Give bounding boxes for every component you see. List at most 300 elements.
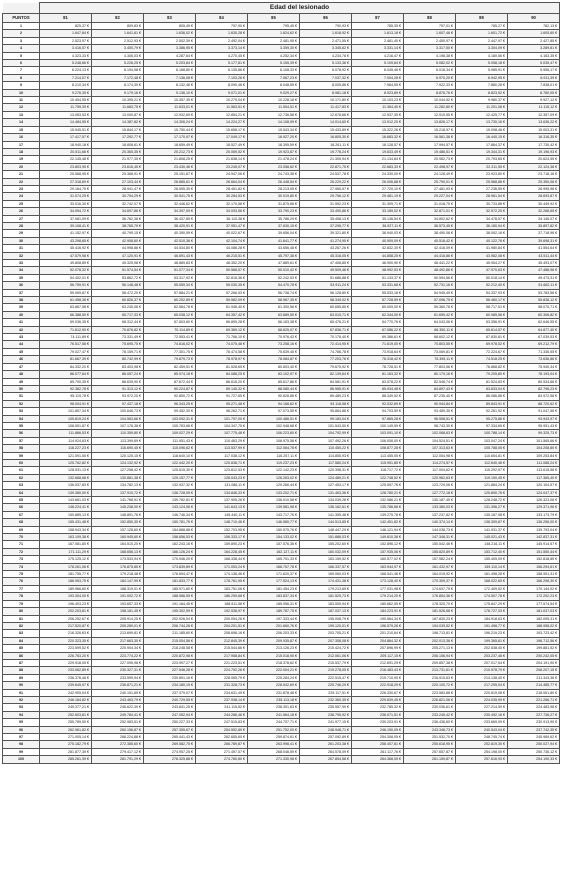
- table-row: [3, 711, 560, 718]
- table-row: [3, 637, 560, 644]
- points-cell: 55: [3, 422, 40, 429]
- points-cell: 82: [3, 622, 40, 629]
- amount-cell: 69.036,35 €: [40, 319, 92, 326]
- amount-cell: 26.229,22 €: [300, 178, 352, 185]
- amount-cell: 180.662,55 €: [352, 600, 404, 607]
- amount-cell: 261.159,87 €: [404, 756, 456, 763]
- amount-cell: 23.803,95 €: [40, 163, 92, 170]
- amount-cell: 175.125,12 €: [40, 556, 92, 563]
- points-cell: 69: [3, 526, 40, 533]
- amount-cell: 206.203,33 €: [248, 630, 300, 637]
- amount-cell: 129.157,77 €: [144, 474, 196, 481]
- table-row: [3, 252, 560, 259]
- table-row: [3, 289, 560, 296]
- amount-cell: 71.766,10 €: [196, 334, 248, 341]
- amount-cell: 19.923,87 €: [248, 148, 300, 155]
- amount-cell: 72.553,41 €: [144, 334, 196, 341]
- amount-cell: 177.574,54 €: [508, 600, 560, 607]
- table-row: [3, 185, 560, 192]
- amount-cell: 36.180,94 €: [456, 222, 508, 229]
- points-cell: 27: [3, 215, 40, 222]
- amount-cell: 84.972,58 €: [508, 393, 560, 400]
- points-cell: 68: [3, 519, 40, 526]
- amount-cell: 145.238,00 €: [92, 504, 144, 511]
- amount-cell: 52.212,40 €: [456, 282, 508, 289]
- amount-cell: 65.038,12 €: [144, 311, 196, 318]
- points-cell: 80: [3, 608, 40, 615]
- amount-cell: 206.744,26 €: [144, 622, 196, 629]
- amount-cell: 6.016,34 €: [404, 67, 456, 74]
- amount-cell: 32.572,25 €: [456, 208, 508, 215]
- amount-cell: 26.006,88 €: [352, 178, 404, 185]
- amount-cell: 61.659,42 €: [404, 311, 456, 318]
- amount-cell: 181.833,77 €: [144, 578, 196, 585]
- amount-cell: 202.926,04 €: [144, 615, 196, 622]
- amount-cell: 52.242,53 €: [248, 274, 300, 281]
- amount-cell: 125.597,76 €: [352, 482, 404, 489]
- amount-cell: 185.971,60 €: [144, 585, 196, 592]
- table-row: [3, 734, 560, 741]
- amount-cell: 189.966,60 €: [40, 585, 92, 592]
- points-cell: 91: [3, 689, 40, 696]
- amount-cell: 67.830,81 €: [456, 334, 508, 341]
- amount-cell: 44.416,86 €: [404, 252, 456, 259]
- points-cell: 32: [3, 252, 40, 259]
- amount-cell: 155.820,89 €: [404, 548, 456, 555]
- amount-cell: 90.628,86 €: [248, 393, 300, 400]
- points-cell: 30: [3, 237, 40, 244]
- amount-cell: 19.778,24 €: [300, 148, 352, 155]
- points-cell: 72: [3, 548, 40, 555]
- amount-cell: 4.323,33 €: [40, 52, 92, 59]
- amount-cell: 9.276,35 €: [40, 89, 92, 96]
- table-row: [3, 348, 560, 355]
- amount-cell: 36.110,38 €: [196, 215, 248, 222]
- amount-cell: 67.603,60 €: [144, 319, 196, 326]
- amount-cell: 8.823,52 €: [456, 89, 508, 96]
- amount-cell: 41.274,95 €: [300, 237, 352, 244]
- amount-cell: 120.104,57 €: [508, 482, 560, 489]
- age-column-header: 84: [196, 14, 248, 23]
- amount-cell: 181.755,77 €: [40, 571, 92, 578]
- amount-cell: 239.203,91 €: [352, 719, 404, 726]
- points-cell: 12: [3, 104, 40, 111]
- table-row: [3, 274, 560, 281]
- amount-cell: 88.639,90 €: [92, 378, 144, 385]
- amount-cell: 134.039,28 €: [300, 497, 352, 504]
- amount-cell: 36.437,89 €: [144, 215, 196, 222]
- points-cell: 2: [3, 30, 40, 37]
- amount-cell: 20.962,73 €: [404, 156, 456, 163]
- amount-cell: 107.492,26 €: [300, 437, 352, 444]
- amount-cell: 106.008,00 €: [352, 437, 404, 444]
- amount-cell: 46.691,43 €: [144, 252, 196, 259]
- points-cell: 83: [3, 630, 40, 637]
- amount-cell: 258.407,81 €: [352, 741, 404, 748]
- amount-cell: 68.625,07 €: [248, 326, 300, 333]
- amount-cell: 80.179,16 €: [404, 371, 456, 378]
- amount-cell: 17.864,37 €: [456, 141, 508, 148]
- amount-cell: 40.518,42 €: [404, 237, 456, 244]
- amount-cell: 93.972,20 €: [92, 393, 144, 400]
- amount-cell: 108.975,58 €: [248, 437, 300, 444]
- amount-cell: 196.579,26 €: [352, 622, 404, 629]
- amount-cell: 178.727,33 €: [456, 608, 508, 615]
- table-row: [3, 171, 560, 178]
- amount-cell: 259.874,61 €: [248, 734, 300, 741]
- amount-cell: 86.057,24 €: [92, 371, 144, 378]
- amount-cell: 143.661,03 €: [40, 497, 92, 504]
- amount-cell: 164.015,92 €: [404, 571, 456, 578]
- amount-cell: 157.576,36 €: [248, 541, 300, 548]
- points-cell: 62: [3, 474, 40, 481]
- amount-cell: 243.348,73 €: [404, 726, 456, 733]
- amount-cell: 1.618,92 €: [300, 30, 352, 37]
- amount-cell: 60.655,85 €: [300, 304, 352, 311]
- points-cell: 60: [3, 459, 40, 466]
- amount-cell: 75.940,34 €: [508, 363, 560, 370]
- amount-cell: 227.095,96 €: [92, 659, 144, 666]
- amount-cell: 241.564,18 €: [248, 711, 300, 718]
- amount-cell: 243.841,25 €: [144, 704, 196, 711]
- amount-cell: 88.720,62 €: [508, 400, 560, 407]
- table-row: [3, 556, 560, 563]
- amount-cell: 8.048,55 €: [248, 82, 300, 89]
- amount-cell: 48.492,86 €: [404, 267, 456, 274]
- amount-cell: 266.789,87 €: [196, 741, 248, 748]
- table-row: [3, 326, 560, 333]
- amount-cell: 52.078,32 €: [40, 267, 92, 274]
- points-cell: 44: [3, 341, 40, 348]
- amount-cell: 133.380,03 €: [404, 504, 456, 511]
- amount-cell: 153.712,40 €: [456, 548, 508, 555]
- amount-cell: 13.912,20 €: [352, 119, 404, 126]
- amount-cell: 105.819,24 €: [40, 415, 92, 422]
- amount-cell: 11.633,01 €: [144, 104, 196, 111]
- amount-cell: 9.071,01 €: [196, 89, 248, 96]
- amount-cell: 111.088,24 €: [508, 459, 560, 466]
- amount-cell: 149.610,38 €: [352, 534, 404, 541]
- table-row: [3, 474, 560, 481]
- amount-cell: 239.645,97 €: [40, 682, 92, 689]
- amount-cell: 124.047,37 €: [508, 489, 560, 496]
- amount-cell: 23.430,46 €: [144, 163, 196, 170]
- amount-cell: 203.237,48 €: [456, 652, 508, 659]
- amount-cell: 7.964,55 €: [352, 82, 404, 89]
- amount-cell: 60.306,82 €: [508, 311, 560, 318]
- amount-cell: 10.454,55 €: [40, 97, 92, 104]
- amount-cell: 95.271,48 €: [196, 400, 248, 407]
- table-row: [3, 608, 560, 615]
- amount-cell: 113.615,58 €: [508, 467, 560, 474]
- amount-cell: 42.908,60 €: [92, 237, 144, 244]
- amount-cell: 16.805,30 €: [300, 134, 352, 141]
- points-cell: 9: [3, 82, 40, 89]
- amount-cell: 59.582,09 €: [196, 297, 248, 304]
- amount-cell: 21.478,24 €: [248, 156, 300, 163]
- amount-cell: 141.931,37 €: [456, 526, 508, 533]
- amount-cell: 144.038,73 €: [404, 526, 456, 533]
- amount-cell: 207.308,08 €: [300, 637, 352, 644]
- amount-cell: 129.266,44 €: [248, 482, 300, 489]
- amount-cell: 805,49 €: [144, 23, 196, 30]
- amount-cell: 81.528,65 €: [196, 363, 248, 370]
- amount-cell: 222.515,47 €: [300, 674, 352, 681]
- amount-cell: 3.373,14 €: [196, 45, 248, 52]
- amount-cell: 240.543,04 €: [456, 726, 508, 733]
- amount-cell: 51.574,54 €: [92, 267, 144, 274]
- amount-cell: 124.132,92 €: [92, 459, 144, 466]
- amount-cell: 40.022,67 €: [196, 230, 248, 237]
- amount-cell: 246.150,05 €: [352, 726, 404, 733]
- amount-cell: 28.213,05 €: [248, 185, 300, 192]
- amount-cell: 56.128,80 €: [300, 289, 352, 296]
- amount-cell: 262.961,82 €: [40, 726, 92, 733]
- amount-cell: 211.343,36 €: [508, 674, 560, 681]
- amount-cell: 152.896,12 €: [352, 541, 404, 548]
- points-cell: 52: [3, 400, 40, 407]
- amount-cell: 78.978,97 €: [196, 356, 248, 363]
- amount-cell: 233.599,94 €: [92, 674, 144, 681]
- amount-cell: 61.300,56 €: [248, 304, 300, 311]
- amount-cell: 262.655,60 €: [196, 734, 248, 741]
- amount-cell: 97.865,28 €: [352, 415, 404, 422]
- amount-cell: 73.069,81 €: [404, 348, 456, 355]
- amount-cell: 9.136,10 €: [144, 89, 196, 96]
- amount-cell: 72.414,95 €: [300, 341, 352, 348]
- amount-cell: 127.772,18 €: [404, 489, 456, 496]
- table-row: [3, 334, 560, 341]
- amount-cell: 188.958,02 €: [508, 622, 560, 629]
- amount-cell: 30.284,53 €: [196, 193, 248, 200]
- amount-cell: 240.151,69 €: [92, 689, 144, 696]
- amount-cell: 2.512,93 €: [92, 37, 144, 44]
- amount-cell: 174.431,38 €: [300, 578, 352, 585]
- amount-cell: 785,35 €: [352, 23, 404, 30]
- points-cell: 39: [3, 304, 40, 311]
- amount-cell: 25.568,95 €: [40, 171, 92, 178]
- amount-cell: 54.470,78 €: [248, 282, 300, 289]
- amount-cell: 268.224,88 €: [92, 734, 144, 741]
- amount-cell: 151.550,44 €: [508, 548, 560, 555]
- amount-cell: 236.436,60 €: [404, 719, 456, 726]
- amount-cell: 15.098,46 €: [456, 126, 508, 133]
- amount-cell: 188.319,01 €: [92, 585, 144, 592]
- amount-cell: 123.729,06 €: [404, 482, 456, 489]
- amount-cell: 4.270,45 €: [196, 52, 248, 59]
- amount-cell: 41.641,77 €: [248, 237, 300, 244]
- amount-cell: 145.440,11 €: [196, 511, 248, 518]
- points-cell: 20: [3, 163, 40, 170]
- amount-cell: 45.416,92 €: [40, 245, 92, 252]
- amount-cell: 27.236,55 €: [456, 185, 508, 192]
- amount-cell: 24.947,06 €: [196, 171, 248, 178]
- table-row: [3, 756, 560, 763]
- amount-cell: 160.945,60 €: [92, 534, 144, 541]
- amount-cell: 797,01 €: [404, 23, 456, 30]
- amount-cell: 17.417,57 €: [40, 134, 92, 141]
- amount-cell: 209.857,38 €: [404, 659, 456, 666]
- amount-cell: 199.120,01 €: [300, 622, 352, 629]
- amount-cell: 76.318,42 €: [352, 356, 404, 363]
- amount-cell: 248.745,74 €: [456, 734, 508, 741]
- amount-cell: 257.092,89 €: [300, 734, 352, 741]
- amount-cell: 78.159,71 €: [92, 348, 144, 355]
- amount-cell: 206.252,67 €: [40, 615, 92, 622]
- table-row: [3, 37, 560, 44]
- amount-cell: 159.110,14 €: [456, 563, 508, 570]
- amount-cell: 141.643,13 €: [196, 504, 248, 511]
- amount-cell: 196.403,23 €: [40, 600, 92, 607]
- column-header-row: [3, 14, 560, 23]
- table-row: [3, 111, 560, 118]
- amount-cell: 13.063,53 €: [40, 111, 92, 118]
- amount-cell: 118.227,23 €: [40, 445, 92, 452]
- amount-cell: 18.527,49 €: [196, 141, 248, 148]
- amount-cell: 154.133,02 €: [248, 534, 300, 541]
- amount-cell: 132.086,21 €: [352, 497, 404, 504]
- table-row: [3, 260, 560, 267]
- amount-cell: 75.695,75 €: [92, 341, 144, 348]
- amount-cell: 1.641,61 €: [92, 30, 144, 37]
- amount-cell: 6.224,13 €: [40, 67, 92, 74]
- amount-cell: 148.710,46 €: [196, 519, 248, 526]
- amount-cell: 22.498,97 €: [404, 163, 456, 170]
- amount-cell: 154.888,88 €: [144, 526, 196, 533]
- points-cell: 64: [3, 489, 40, 496]
- amount-cell: 107.775,48 €: [196, 430, 248, 437]
- amount-cell: 110.359,80 €: [92, 430, 144, 437]
- amount-cell: 49.808,89 €: [40, 260, 92, 267]
- amount-cell: 103.092,31 €: [144, 415, 196, 422]
- amount-cell: 11.364,40 €: [352, 104, 404, 111]
- amount-cell: 264.368,05 €: [352, 756, 404, 763]
- amount-cell: 12.357,09 €: [508, 111, 560, 118]
- amount-cell: 254.190,33 €: [508, 756, 560, 763]
- points-cell: 58: [3, 445, 40, 452]
- amount-cell: 236.871,21 €: [92, 682, 144, 689]
- amount-cell: 3.386,95 €: [144, 45, 196, 52]
- amount-cell: 3.289,81 €: [508, 45, 560, 52]
- amount-cell: 21.977,35 €: [92, 156, 144, 163]
- amount-cell: 238.301,63 €: [248, 704, 300, 711]
- amount-cell: 5.133,36 €: [300, 60, 352, 67]
- table-row: [3, 534, 560, 541]
- amount-cell: 25.568,86 €: [456, 178, 508, 185]
- amount-cell: 53.783,58 €: [508, 289, 560, 296]
- points-cell: 85: [3, 645, 40, 652]
- table-row: [3, 297, 560, 304]
- amount-cell: 144.513,85 €: [300, 519, 352, 526]
- amount-cell: 179.214,20 €: [352, 593, 404, 600]
- amount-cell: 231.878,46 €: [248, 689, 300, 696]
- age-column-header: 90: [508, 14, 560, 23]
- points-cell: 59: [3, 452, 40, 459]
- amount-cell: 35.786,29 €: [248, 215, 300, 222]
- amount-cell: 25.790,01 €: [404, 178, 456, 185]
- amount-cell: 30.019,80 €: [248, 193, 300, 200]
- amount-cell: 95.275,86 €: [456, 415, 508, 422]
- amount-cell: 183.751,06 €: [196, 585, 248, 592]
- table-row: [3, 704, 560, 711]
- amount-cell: 131.463,36 €: [300, 489, 352, 496]
- amount-cell: 139.275,78 €: [352, 511, 404, 518]
- amount-cell: 174.507,78 €: [456, 593, 508, 600]
- amount-cell: 35.136,54 €: [352, 215, 404, 222]
- amount-cell: 138.309,87 €: [456, 519, 508, 526]
- amount-cell: 59.360,78 €: [404, 304, 456, 311]
- amount-cell: 51.662,11 €: [508, 282, 560, 289]
- points-cell: 99: [3, 748, 40, 755]
- amount-cell: 23.923,80 €: [456, 171, 508, 178]
- amount-cell: 46.215,51 €: [196, 252, 248, 259]
- amount-cell: 47.889,61 €: [248, 260, 300, 267]
- table-row: [3, 163, 560, 170]
- amount-cell: 230.913,90 €: [508, 719, 560, 726]
- amount-cell: 86.985,91 €: [300, 385, 352, 392]
- amount-cell: 13.730,16 €: [456, 119, 508, 126]
- table-row: [3, 52, 560, 59]
- amount-cell: 18.395,59 €: [248, 141, 300, 148]
- amount-cell: 2.502,39 €: [144, 37, 196, 44]
- amount-cell: 152.703,95 €: [196, 526, 248, 533]
- amount-cell: 63.245,08 €: [92, 304, 144, 311]
- amount-cell: 201.660,76 €: [248, 622, 300, 629]
- amount-cell: 43.656,48 €: [248, 245, 300, 252]
- amount-cell: 37.718,96 €: [508, 230, 560, 237]
- points-cell: 71: [3, 541, 40, 548]
- amount-cell: 279.417,12 €: [92, 748, 144, 755]
- amount-cell: 250.736,12 €: [508, 748, 560, 755]
- amount-cell: 27.103,44 €: [92, 178, 144, 185]
- amount-cell: 208.207,15 €: [508, 667, 560, 674]
- amount-cell: 12.678,66 €: [300, 111, 352, 118]
- amount-cell: 7.004,28 €: [352, 74, 404, 81]
- table-row: [3, 319, 560, 326]
- amount-cell: 215.004,56 €: [144, 637, 196, 644]
- amount-cell: 148.224,41 €: [40, 504, 92, 511]
- amount-cell: 53.911,24 €: [300, 282, 352, 289]
- amount-cell: 183.505,94 €: [300, 600, 352, 607]
- amount-cell: 215.544,66 €: [196, 645, 248, 652]
- amount-cell: 20.793,65 €: [456, 156, 508, 163]
- points-cell: 37: [3, 289, 40, 296]
- amount-cell: 127.258,42 €: [92, 467, 144, 474]
- amount-cell: 113.537,99 €: [196, 445, 248, 452]
- amount-cell: 20.365,35 €: [92, 148, 144, 155]
- amount-cell: 22.145,48 €: [40, 156, 92, 163]
- amount-cell: 22.871,75 €: [300, 163, 352, 170]
- amount-cell: 128.043,23 €: [196, 474, 248, 481]
- amount-cell: 79.205,80 €: [456, 371, 508, 378]
- amount-cell: 28.961,54 €: [456, 193, 508, 200]
- amount-cell: 6.108,33 €: [248, 67, 300, 74]
- amount-cell: 102.948,68 €: [248, 422, 300, 429]
- amount-cell: 54.337,93 €: [456, 289, 508, 296]
- amount-cell: 92.261,92 €: [456, 408, 508, 415]
- amount-cell: 119.237,23 €: [248, 459, 300, 466]
- amount-cell: 78.193,04 €: [508, 371, 560, 378]
- amount-cell: 150.781,76 €: [144, 519, 196, 526]
- points-cell: 74: [3, 563, 40, 570]
- table-row: [3, 600, 560, 607]
- amount-cell: 58.070,71 €: [508, 304, 560, 311]
- points-cell: 86: [3, 652, 40, 659]
- amount-cell: 56.460,17 €: [456, 297, 508, 304]
- amount-cell: 252.819,30 €: [456, 741, 508, 748]
- amount-cell: 213.731,61 €: [404, 667, 456, 674]
- amount-cell: 93.943,97 €: [508, 415, 560, 422]
